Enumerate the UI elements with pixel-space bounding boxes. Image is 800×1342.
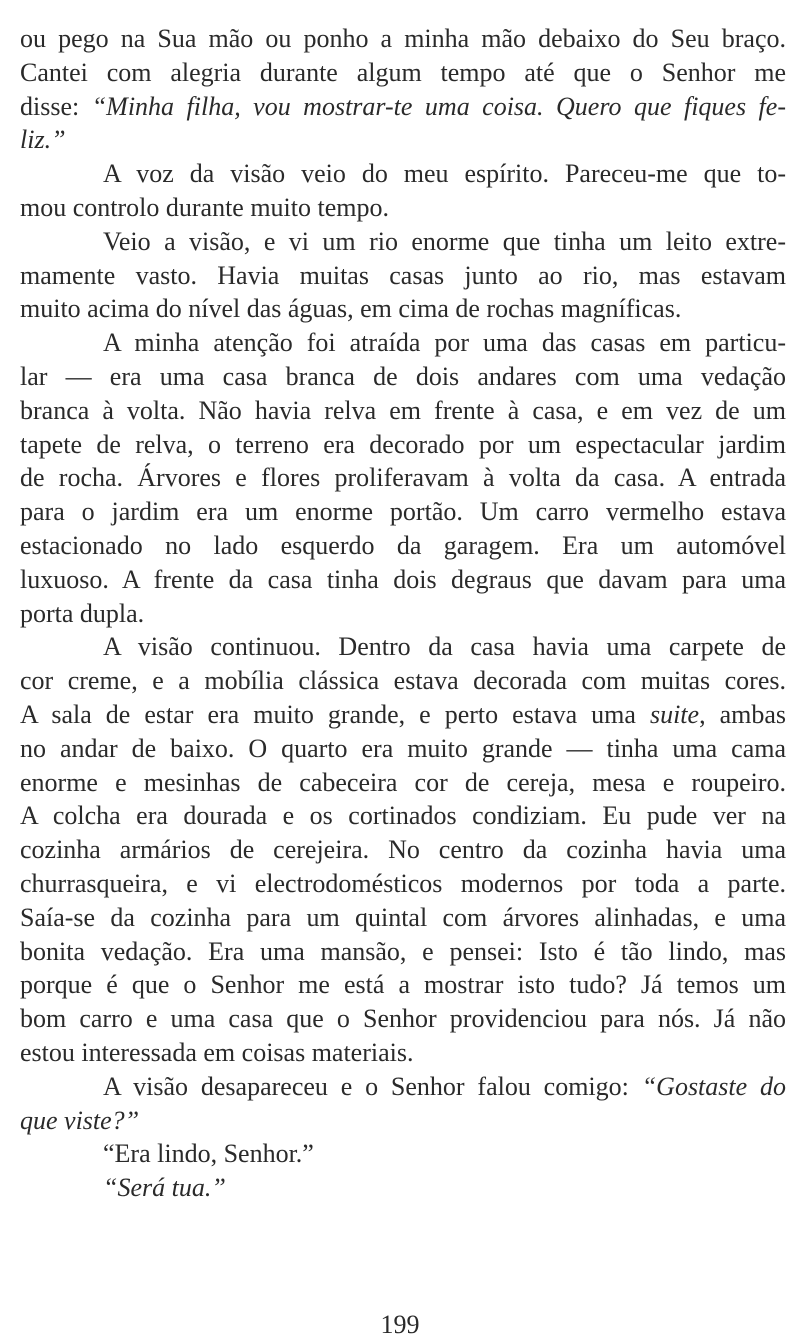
text-line <box>20 732 786 766</box>
text-segment: Saía-se da cozinha para um quintal com árvores alinhadas, e uma <box>20 902 786 932</box>
text-segment: de rocha. Árvores e flores proliferavam à volta da casa. A entrada <box>20 463 786 493</box>
text-segment: estou interessada em coisas materiais. <box>20 1037 414 1067</box>
text-segment: churrasqueira, e vi electrodomésticos modernos por toda a parte. <box>20 868 786 898</box>
text-segment: A colcha era dourada e os cortinados condiziam. Eu pude ver na <box>20 801 786 831</box>
text-line <box>20 56 786 90</box>
text-segment: cor creme, e a mobília clássica estava decorada com muitas cores. <box>20 666 786 696</box>
text-segment: luxuoso. A frente da casa tinha dois degraus que davam para uma <box>20 564 786 594</box>
text-line <box>20 461 786 495</box>
text-segment: Veio a visão, e vi um rio enorme que tinha um leito extre- <box>103 226 786 256</box>
text-line <box>20 428 786 462</box>
text-line <box>20 90 786 124</box>
text-line <box>20 1036 786 1070</box>
text-segment: para o jardim era um enorme portão. Um carro vermelho estava <box>20 497 786 527</box>
text-line <box>20 1002 786 1036</box>
text-line <box>20 901 786 935</box>
body-text <box>20 22 786 1205</box>
text-segment: A sala de estar era muito grande, e perto estava uma <box>20 699 650 729</box>
text-segment: enorme e mesinhas de cabeceira cor de cereja, mesa e roupeiro. <box>20 767 786 797</box>
page-number: 199 <box>380 1310 420 1339</box>
text-segment: A visão desapareceu e o Senhor falou comigo: <box>103 1071 642 1101</box>
text-segment: “Era lindo, Senhor.” <box>103 1139 314 1169</box>
text-segment: A minha atenção foi atraída por uma das casas em particu- <box>103 328 786 358</box>
text-segment: A visão continuou. Dentro da casa havia uma carpete de <box>103 632 786 662</box>
text-line <box>20 157 786 191</box>
text-line <box>20 563 786 597</box>
text-line <box>20 833 786 867</box>
text-segment: mou controlo durante muito tempo. <box>20 192 389 222</box>
italic-text: “Será tua.” <box>103 1173 226 1203</box>
text-segment: porque é que o Senhor me está a mostrar isto tudo? Já temos um <box>20 970 786 1000</box>
text-line <box>20 495 786 529</box>
text-line <box>20 259 786 293</box>
text-segment: A voz da visão veio do meu espírito. Pareceu-me que to- <box>103 159 786 189</box>
text-line <box>20 191 786 225</box>
text-line <box>20 326 786 360</box>
italic-text: suite <box>649 699 700 729</box>
text-line <box>20 360 786 394</box>
text-segment: branca à volta. Não havia relva em frente à casa, e em vez de um <box>20 395 786 425</box>
text-line <box>20 292 786 326</box>
text-line <box>20 867 786 901</box>
text-line <box>20 698 786 732</box>
text-segment: lar — era uma casa branca de dois andares com uma vedação <box>20 361 786 391</box>
text-segment: mamente vasto. Havia muitas casas junto ao rio, mas estavam <box>20 260 786 290</box>
text-line <box>20 799 786 833</box>
italic-text: liz.” <box>20 125 66 155</box>
text-line <box>20 1137 786 1171</box>
text-segment: ou pego na Sua mão ou ponho a minha mão debaixo do Seu braço. <box>20 24 786 53</box>
text-line <box>20 968 786 1002</box>
text-line <box>20 123 786 157</box>
italic-text: que viste?” <box>20 1105 140 1135</box>
text-line <box>20 394 786 428</box>
text-line <box>20 1171 786 1205</box>
italic-text: “Gostaste do <box>641 1071 786 1101</box>
text-line <box>20 597 786 631</box>
text-line <box>20 225 786 259</box>
text-segment: estacionado no lado esquerdo da garagem. Era um automóvel <box>20 530 786 560</box>
text-line <box>20 766 786 800</box>
text-segment: Cantei com alegria durante algum tempo até que o Senhor me <box>20 57 786 87</box>
text-line <box>20 529 786 563</box>
italic-text: “Minha filha, vou mostrar-te uma coisa. Quero que fiques fe- <box>91 91 786 121</box>
text-segment: tapete de relva, o terreno era decorado por um espectacular jardim <box>20 429 786 459</box>
text-line <box>20 935 786 969</box>
text-segment: bonita vedação. Era uma mansão, e pensei: Isto é tão lindo, mas <box>20 936 786 966</box>
text-line <box>20 664 786 698</box>
text-segment: cozinha armários de cerejeira. No centro da cozinha havia uma <box>20 835 786 865</box>
text-line <box>20 630 786 664</box>
text-segment: no andar de baixo. O quarto era muito grande — tinha uma cama <box>20 733 786 763</box>
text-line <box>20 1070 786 1104</box>
text-line <box>20 1104 786 1138</box>
text-segment: disse: <box>20 91 92 121</box>
text-segment: , ambas <box>699 699 787 729</box>
text-line <box>20 22 786 56</box>
text-segment: muito acima do nível das águas, em cima de rochas magníficas. <box>20 294 682 324</box>
text-segment: bom carro e uma casa que o Senhor providenciou para nós. Já não <box>20 1004 786 1034</box>
text-segment: porta dupla. <box>20 598 145 628</box>
